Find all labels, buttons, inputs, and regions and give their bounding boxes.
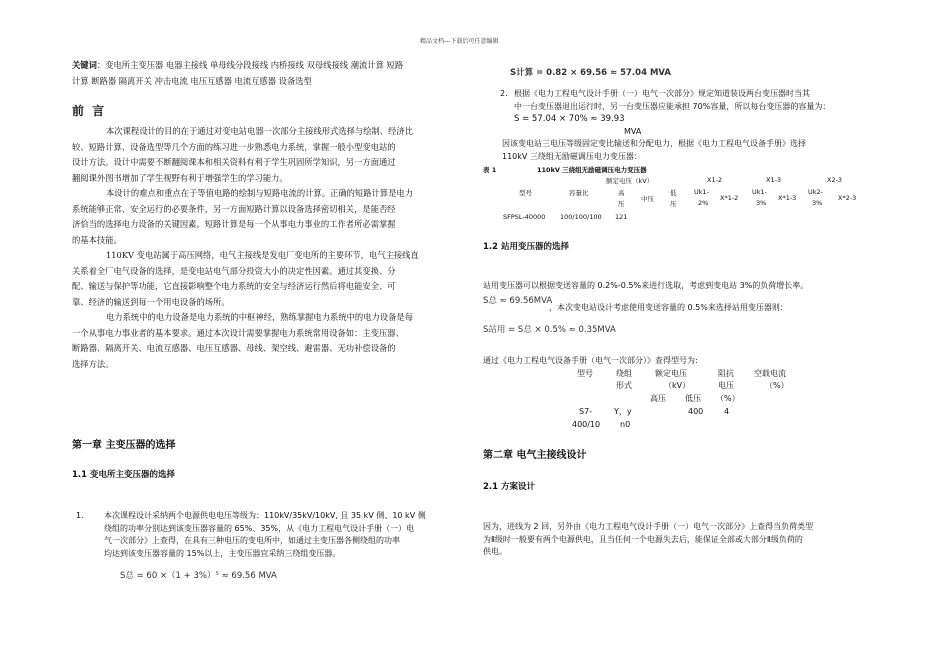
table2-cell-model2: 400/10 bbox=[572, 420, 601, 429]
preface-line: 靠、经济的输送到每一个用电设备的场所。 bbox=[72, 296, 230, 307]
section-1-1-title: 1.1 变电所主变压器的选择 bbox=[72, 470, 176, 480]
table1-h-uk12b: 2% bbox=[698, 199, 709, 207]
preface-line: 电力系统中的电力设备是电力系统的中枢神经，熟练掌握电力系统中的电力设备是每 bbox=[106, 312, 413, 322]
keywords-line2: 计算 断路器 隔离开关 冲击电流 电压互感器 电流互感器 设备选型 bbox=[72, 75, 312, 86]
table1-h-mv: 中压 bbox=[641, 195, 654, 203]
table2-cell-wind2: n0 bbox=[620, 420, 631, 429]
table1-cell-hv: 121 bbox=[615, 213, 628, 221]
formula-total-capacity: S总 = 60 ×（1 + 3%）⁵ ≈ 69.56 MVA bbox=[120, 571, 277, 581]
para-line: 因该变电站三电压等级固定变比输送和分配电力，根据《电力工程电气设备手册》选择 bbox=[502, 139, 806, 148]
keywords-block bbox=[72, 58, 467, 89]
p21-line: 为Ⅱ级时一般要有两个电源供电，且当任何一个电源失去后，能保证全部或大部分Ⅱ级负荷的 bbox=[483, 534, 803, 544]
p13-text: 通过《电力工程电气设备手册（电气一次部分）》查得型号为: bbox=[483, 356, 698, 365]
page-header: 精品文档---下载后可任意编辑 bbox=[420, 38, 499, 45]
keywords-label: 关键词 bbox=[72, 60, 97, 70]
table1-h-uk13: Uk1- bbox=[752, 188, 768, 196]
table2-cell-wind: Y，y bbox=[614, 407, 632, 416]
table2-h-wind: 绕组 bbox=[616, 369, 632, 378]
preface-line: 济恰当的选择电力设备的关键因素。短路计算是每一个从事电力事业的工作者所必需掌握 bbox=[72, 219, 396, 229]
table1-label: 表 1 bbox=[483, 166, 497, 174]
para-transformer-select bbox=[502, 138, 902, 163]
section-1-2-title: 1.2 站用变压器的选择 bbox=[483, 242, 570, 252]
preface-line: 设计方法。设计中需要不断翻阅课本和相关资料有利于学生巩固所学知识，另一方面通过 bbox=[72, 157, 396, 167]
preface-line: 一个从事电力事业者的基本要求。通过本次设计需要掌握电力系统常用设备如：主变压器、 bbox=[72, 327, 404, 338]
preface-body bbox=[72, 124, 467, 372]
formula-calc-capacity: S计算 = 0.82 × 69.56 ≈ 57.04 MVA bbox=[510, 68, 671, 78]
table1-h-uk23: Uk2- bbox=[808, 188, 824, 196]
p12-line1: 站用变压器可以根据变送容量的 0.2%-0.5%来进行选取，考虑到变电站 3%的负荷增长率。 bbox=[483, 281, 809, 290]
table1-h-lv2: 压 bbox=[670, 200, 677, 208]
table2-h-noload: 空载电流 bbox=[754, 369, 786, 378]
item1-number: 1. bbox=[76, 511, 84, 520]
table1-h-x12b: X*1-2 bbox=[720, 194, 739, 202]
table2-h-wind2: 形式 bbox=[616, 381, 632, 390]
table2-h-hv: 高压 bbox=[650, 394, 666, 403]
table1-h-lv: 低 bbox=[670, 189, 677, 197]
preface-line: 的基本技能。 bbox=[72, 234, 122, 245]
chapter2-title: 第二章 电气主接线设计 bbox=[483, 450, 587, 461]
item2-line: 根据《电力工程电气设计手册（一）电气一次部分》规定知道装设两台变压器时当其 bbox=[514, 89, 810, 98]
table2-h-lv: 低压 bbox=[685, 394, 701, 403]
preface-line: 关系着全厂电气设备的选择，是变电站电气部分投资大小的决定性因素。通过其变换、分 bbox=[72, 265, 396, 276]
table2-h-noload2: （%） bbox=[765, 381, 789, 390]
item2-number: 2. bbox=[500, 89, 508, 98]
preface-line: 系统能够正常、安全运行的必要条件，另一方面短路计算以设备选择密切相关，是能否经 bbox=[72, 203, 396, 214]
item2-unit: MVA bbox=[624, 126, 642, 136]
table2-h-rated2: （kV） bbox=[664, 381, 691, 390]
preface-title: 前 言 bbox=[72, 104, 107, 118]
table2-cell-hv: 400 bbox=[688, 407, 704, 416]
preface-line: 较、短路计算、设备选型等几个方面的练习进一步熟悉电力系统，掌握一般小型变电站的 bbox=[72, 141, 396, 152]
table1-title: 110kV 三绕组无励磁调压电力变压器 bbox=[537, 166, 647, 174]
table2-h-rated: 额定电压 bbox=[655, 369, 687, 378]
item2-formula: S = 57.04 × 70% ≈ 39.93 bbox=[514, 114, 625, 124]
p12-formula-station: S站用 = S总 × 0.5% ≈ 0.35MVA bbox=[483, 325, 616, 335]
chapter1-title: 第一章 主变压器的选择 bbox=[72, 440, 176, 451]
item1-line: 绕组的功率分别达到该变压器容量的 65%、35%，从《电力工程电气设计手册（一）电 bbox=[104, 523, 415, 533]
table2-h-model: 型号 bbox=[577, 369, 593, 378]
table2-h-imp2: 电压 bbox=[718, 381, 734, 390]
table2-cell-lv: 4 bbox=[724, 407, 730, 416]
table2-h-imp3: （%） bbox=[716, 394, 740, 403]
table1-cell-ratio: 100/100/100 bbox=[560, 213, 602, 221]
table1-h-x23: X2-3 bbox=[827, 176, 843, 184]
keywords-line1: ：变电所主变压器 电器主接线 单母线分段接线 内桥接线 双母线接线 潮流计算 短路 bbox=[96, 60, 404, 70]
table1-h-hv2: 压 bbox=[618, 200, 625, 208]
item2-line: 中一台变压器退出运行时，另一台变压器应能承担 70%容量，所以每台变压器的容量为： bbox=[514, 101, 831, 111]
table1-cell-model: SFPSL-40000 bbox=[503, 213, 546, 221]
table2-h-imp: 阻抗 bbox=[718, 369, 734, 378]
preface-line: 110KV 变电站属于高压网络，电气主接线是发电厂变电所的主要环节，电气主接线直 bbox=[106, 250, 419, 260]
p21-line: 供电。 bbox=[483, 547, 507, 556]
item1-line: 本次课程设计采纳两个电源供电电压等级为：110kV/35kV/10kV, 且 35 kV 侧、10 kV 侧 bbox=[104, 511, 426, 520]
item2-body bbox=[514, 88, 894, 138]
preface-line: 本次课程设计的目的在于通过对变电站电器一次部分主接线形式选择与绘制、经济比 bbox=[106, 126, 413, 136]
preface-line: 本设计的难点和重点在于等值电路的绘制与短路电流的计算。正确的短路计算是电力 bbox=[106, 188, 413, 198]
item1-line: 均达到该变压器容量的 15%以上，主变压器宜采纳三绕组变压器。 bbox=[104, 548, 341, 558]
table1-h-rated: 额定电压（kV） bbox=[606, 177, 654, 185]
table1-h-uk12: Uk1- bbox=[694, 188, 710, 196]
table1-h-uk23b: 3% bbox=[812, 199, 823, 207]
para-line: 110kV 三绕组无励磁调压电力变压器： bbox=[502, 151, 642, 161]
preface-line: 翻阅课外图书增加了学生视野有利于增强学生的学习能力。 bbox=[72, 172, 288, 183]
table1-h-x23b: X*2-3 bbox=[838, 194, 857, 202]
item1-body bbox=[104, 510, 469, 560]
preface-line: 断路器、隔离开关、电流互感器、电压互感器、母线、架空线、避雷器、无功补偿设备的 bbox=[72, 343, 396, 353]
preface-line: 配、输送与保护等功能，它直接影响整个电力系统的安全与经济运行然后将电能安全、可 bbox=[72, 281, 396, 291]
table1-h-x13: X1-3 bbox=[766, 176, 782, 184]
p12-formula-total: S总 ≈ 69.56MVA bbox=[483, 296, 553, 306]
section-2-1-title: 2.1 方案设计 bbox=[483, 482, 536, 492]
p12-line2: ，本次变电站设计考虑使用变送容量的 0.5%来选择站用变压器则： bbox=[549, 303, 788, 312]
table2-cell-model: S7- bbox=[579, 407, 593, 416]
item1-line: 气一次部分》上查得，在具有三种电压的变电所中，如通过主变压器各侧绕组的功率 bbox=[104, 536, 400, 545]
table1-h-x13b: X*1-3 bbox=[778, 194, 797, 202]
table1-h-uk13b: 3% bbox=[756, 199, 767, 207]
table1-h-model: 型号 bbox=[519, 189, 532, 197]
p21-line: 因为，进线为 2 回，另外由《电力工程电气设计手册（一）电气一次部分》上查得当负荷类型 bbox=[483, 522, 814, 531]
preface-line: 选择方法。 bbox=[72, 358, 114, 369]
table1-h-x12: X1-2 bbox=[707, 176, 723, 184]
p21-body bbox=[483, 521, 903, 559]
table1-h-ratio: 容量比 bbox=[569, 189, 589, 197]
table1-h-hv: 高 bbox=[618, 189, 625, 197]
